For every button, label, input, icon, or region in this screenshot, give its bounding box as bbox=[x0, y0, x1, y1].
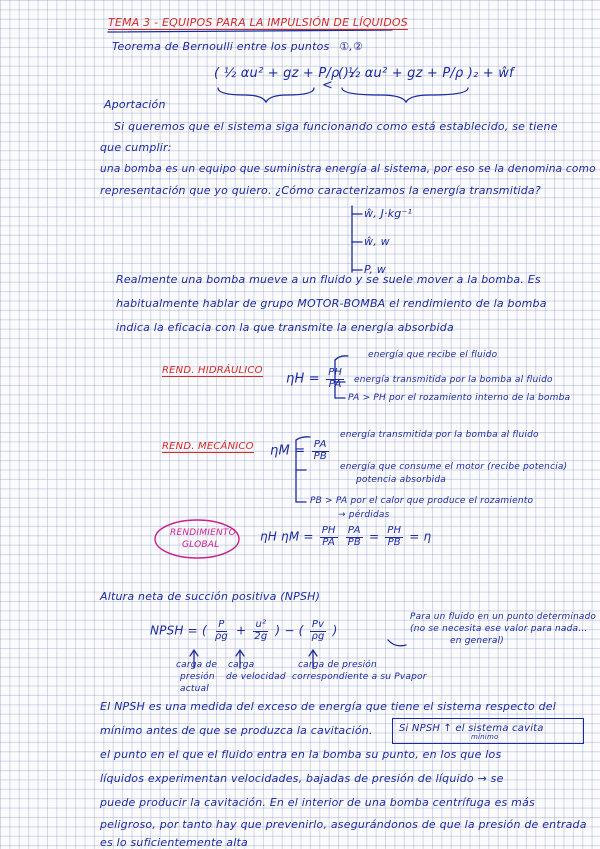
npsh-cavitation-sub: mínimo bbox=[471, 733, 499, 741]
mechanical-efficiency-label: REND. MECÁNICO bbox=[162, 441, 254, 452]
hydraulic-fraction bbox=[326, 368, 344, 390]
npsh-annotation-3a: carga de presión bbox=[298, 660, 377, 670]
global-f1-num: PH bbox=[321, 525, 336, 536]
npsh-title: Altura neta de succión positiva (NPSH) bbox=[100, 590, 321, 603]
global-f2-den: PB bbox=[347, 536, 361, 548]
hydraulic-num: PH bbox=[328, 367, 343, 378]
npsh-t1-num: P bbox=[218, 619, 225, 630]
global-f3-den: PB bbox=[387, 536, 401, 548]
npsh-annotation-1a: carga de bbox=[176, 660, 218, 670]
hydraulic-den: PA bbox=[328, 378, 342, 390]
npsh-plus: + bbox=[235, 623, 247, 638]
paragraph-line-2: habitualmente hablar de grupo MOTOR-BOMBA el rendimiento de la bomba bbox=[116, 297, 547, 310]
unit-power: P, w bbox=[364, 263, 386, 276]
mechanical-den: PB bbox=[313, 450, 327, 462]
final-line-4: líquidos experimentan velocidades, bajadas de presión de líquido → se bbox=[100, 772, 504, 785]
paragraph-line-3: indica la eficacia con la que transmite la energía absorbida bbox=[116, 321, 454, 334]
global-highlight-ellipse bbox=[155, 520, 239, 558]
global-f2-num: PA bbox=[347, 525, 361, 536]
npsh-cavitation-text: Si NPSH ↑ el sistema cavita bbox=[399, 723, 544, 734]
npsh-annotation-2a: carga bbox=[228, 660, 255, 670]
npsh-t3-num: Pv bbox=[311, 619, 325, 630]
hydraulic-efficiency-label: REND. HIDRÁULICO bbox=[162, 365, 263, 376]
notes-line-4: representación que yo quiero. ¿Cómo caracterizamos la energía transmitida? bbox=[100, 184, 541, 197]
mechanical-note-top: energía transmitida por la bomba al fluido bbox=[340, 430, 539, 440]
mechanical-efficiency-formula bbox=[270, 440, 331, 462]
global-efficiency-formula: ηH ηM = $\frac{PH}{PA}$ $\frac{PA}{PB}$ = $\frac{PH}{PB}$ = η bbox=[260, 525, 432, 548]
final-line-2: mínimo antes de que se produzca la cavitación. bbox=[100, 724, 373, 737]
hydraulic-note-mid: energía transmitida por la bomba al fluido bbox=[354, 375, 553, 385]
bernoulli-intro-text: Teorema de Bernoulli entre los puntos bbox=[112, 40, 330, 53]
mechanical-note-bottom-1: PB > PA por el calor que produce el rozamiento bbox=[310, 496, 534, 506]
npsh-t2-num: u² bbox=[255, 619, 267, 630]
npsh-cavitation-box bbox=[392, 718, 584, 744]
page-title: TEMA 3 - EQUIPOS PARA LA IMPULSIÓN DE LÍQUIDOS bbox=[108, 16, 408, 29]
hydraulic-note-bottom: PA > PH por el rozamiento interno de la bomba bbox=[348, 393, 571, 403]
npsh-t2-den: 2g bbox=[254, 630, 268, 642]
npsh-minus: − bbox=[284, 623, 295, 638]
final-line-3: el punto en el que el fluido entra en la bomba su punto, en los que los bbox=[100, 748, 502, 761]
final-line-6: peligroso, por tanto hay que prevenirlo, asegurándonos de que la presión de entrada bbox=[100, 818, 587, 831]
global-f1-den: PA bbox=[322, 536, 336, 548]
global-eq-end: = η bbox=[409, 529, 432, 544]
unit-specific-work: ŵ, J·kg⁻¹ bbox=[364, 207, 413, 220]
npsh-t3-den: ρg bbox=[311, 630, 325, 642]
global-fraction-1 bbox=[320, 526, 338, 548]
bernoulli-less-than: < bbox=[322, 78, 334, 93]
npsh-side-note-2: (no se necesita ese valor para nada... bbox=[410, 624, 588, 634]
hydraulic-symbol: ηH = bbox=[286, 371, 320, 387]
mechanical-note-bottom-2: → pérdidas bbox=[338, 510, 390, 520]
npsh-annotation-3b: correspondiente a su Pvapor bbox=[292, 672, 427, 682]
unit-work: ŵ, w bbox=[364, 235, 390, 248]
aportacion-label: Aportación bbox=[104, 98, 166, 111]
bernoulli-intro bbox=[112, 40, 363, 53]
hydraulic-note-top: energía que recibe el fluido bbox=[368, 350, 498, 360]
notes-line-1: Si queremos que el sistema siga funcionando como está establecido, se tiene bbox=[114, 120, 558, 133]
bernoulli-points: ①,② bbox=[339, 40, 364, 53]
bernoulli-rhs: ( ½ αu² + gz + P/ρ )₂ + ŵf bbox=[338, 66, 514, 81]
npsh-lhs: NPSH = bbox=[150, 623, 198, 638]
npsh-t1-den: ρg bbox=[214, 630, 228, 642]
npsh-formula: NPSH = ( $\frac{P}{\rho g}$ + $\frac{\text{u²}}{2g}$ ) − ( $\frac{Pv}{\rho g}$ ) bbox=[150, 619, 338, 642]
npsh-term-1 bbox=[213, 620, 230, 642]
global-fraction-3 bbox=[385, 526, 403, 548]
mechanical-fraction bbox=[312, 440, 329, 462]
global-lhs: ηH ηM = bbox=[260, 529, 314, 544]
global-f3-num: PH bbox=[387, 525, 402, 536]
paragraph-line-1: Realmente una bomba mueve a un fluido y se suele mover a la bomba. Es bbox=[116, 273, 541, 286]
npsh-side-note-1: Para un fluido en un punto determinado bbox=[410, 612, 597, 622]
global-label-2: GLOBAL bbox=[182, 540, 220, 550]
npsh-side-note-3: en general) bbox=[450, 636, 505, 646]
mechanical-note-mid-2: potencia absorbida bbox=[356, 475, 446, 485]
bernoulli-lhs: ( ½ αu² + gz + P/ρ )₁ bbox=[214, 66, 355, 81]
final-line-1: El NPSH es una medida del exceso de energía que tiene el sistema respecto del bbox=[100, 700, 556, 713]
global-fraction-2 bbox=[346, 526, 363, 548]
mechanical-num: PA bbox=[313, 439, 327, 450]
global-label-1: RENDIMIENTO bbox=[170, 528, 236, 538]
npsh-annotation-1c: actual bbox=[180, 684, 209, 694]
npsh-annotation-2b: de velocidad bbox=[226, 672, 286, 682]
final-line-7: es lo suficientemente alta bbox=[100, 836, 248, 849]
final-line-5: puede producir la cavitación. En el interior de una bomba centrífuga es más bbox=[100, 796, 535, 809]
mechanical-symbol: ηM = bbox=[270, 443, 306, 459]
notes-line-3: una bomba es un equipo que suministra energía al sistema, por eso se la denomina como bbox=[100, 162, 596, 175]
mechanical-note-mid-1: energía que consume el motor (recibe potencia) bbox=[340, 462, 568, 472]
notes-line-2: que cumplir: bbox=[100, 141, 172, 154]
npsh-term-3 bbox=[310, 620, 327, 642]
hydraulic-efficiency-formula bbox=[286, 368, 346, 390]
npsh-term-2 bbox=[252, 620, 269, 642]
npsh-annotation-1b: presión bbox=[180, 672, 215, 682]
